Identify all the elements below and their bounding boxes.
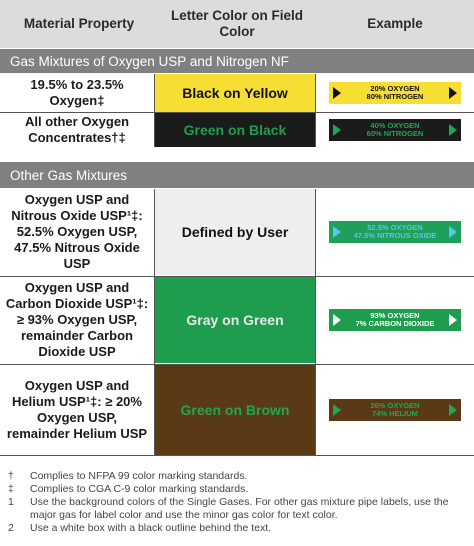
row-1-letter-color: Black on Yellow (155, 74, 315, 112)
footnote-text: Complies to CGA C-9 color marking standards. (30, 483, 249, 495)
section-oxygen-nitrogen: Gas Mixtures of Oxygen USP and Nitrogen NF (0, 49, 474, 73)
column-divider (315, 74, 316, 147)
row-2-letter-color: Green on Black (155, 113, 315, 147)
footnote-mark: ‡ (8, 483, 14, 495)
footnote-mark: 1 (8, 496, 14, 508)
footnote-text: Use the background colors of the Single Gases. For other gas mixture pipe labels, use the major gas for label color and use the minor gas color for text color. (30, 496, 449, 521)
column-divider (154, 189, 155, 455)
arrow-right-icon (333, 226, 341, 238)
divider (0, 455, 474, 456)
pipe-label-oxygen-carbon-dioxide (329, 309, 461, 331)
footnote (8, 470, 470, 483)
row-4-property: Oxygen USP and Carbon Dioxide USP¹‡: ≥ 93% Oxygen USP, remainder Carbon Dioxide USP (5, 280, 149, 359)
row-3-example (316, 189, 474, 275)
pipe-label-line-2: 60% NITROGEN (366, 129, 424, 138)
pipe-label-line-2: 74% HELIUM (372, 409, 418, 418)
footnote-text: Complies to NFPA 99 color marking standards. (30, 470, 248, 482)
pipe-label-line-1: 93% OXYGEN (370, 311, 420, 320)
row-5-property: Oxygen USP and Helium USP¹‡: ≥ 20% Oxygen USP, remainder Helium USP (6, 378, 148, 441)
pipe-label-line-2: 80% NITROGEN (366, 92, 424, 101)
pipe-label-oxygen-nitrogen-40 (329, 119, 461, 141)
arrow-right-icon (333, 404, 341, 416)
footnotes (8, 470, 470, 535)
table-header (0, 0, 474, 48)
row-2-example (316, 113, 474, 147)
header-letter-color: Letter Color on Field Color (170, 8, 303, 39)
row-5-example (316, 365, 474, 455)
row-4-letter-color: Gray on Green (155, 277, 315, 363)
row-2-property: All other Oxygen Concentrates†‡ (24, 114, 130, 145)
arrow-right-icon (449, 124, 457, 136)
arrow-right-icon (333, 124, 341, 136)
column-divider (315, 189, 316, 455)
pipe-label-line-1: 52.5% OXYGEN (367, 223, 423, 232)
pipe-label-line-1: 20% OXYGEN (370, 84, 420, 93)
pipe-label-oxygen-nitrogen-20 (329, 82, 461, 104)
footnote (8, 522, 470, 535)
pipe-label-oxygen-helium (329, 399, 461, 421)
footnote-mark: † (8, 470, 14, 482)
row-1-property: 19.5% to 23.5% Oxygen‡ (30, 77, 124, 108)
arrow-right-icon (333, 87, 341, 99)
footnote (8, 496, 470, 522)
arrow-right-icon (333, 314, 341, 326)
row-3-letter-color: Defined by User (155, 189, 315, 275)
pipe-label-line-1: 40% OXYGEN (370, 121, 420, 130)
pipe-label-line-2: 7% CARBON DIOXIDE (355, 319, 435, 328)
row-1-example (316, 74, 474, 112)
pipe-label-oxygen-nitrous-oxide (329, 221, 461, 243)
row-5-letter-color: Green on Brown (155, 365, 315, 455)
pipe-label-line-2: 47.5% NITROUS OXIDE (353, 231, 437, 240)
arrow-right-icon (449, 314, 457, 326)
section-other-gas-mixtures: Other Gas Mixtures (0, 162, 474, 188)
row-3-property: Oxygen USP and Nitrous Oxide USP¹‡: 52.5% Oxygen USP, 47.5% Nitrous Oxide USP (11, 192, 143, 271)
footnote-text: Use a white box with a black outline behind the text. (30, 522, 272, 534)
footnote (8, 483, 470, 496)
arrow-right-icon (449, 87, 457, 99)
pipe-label-line-1: 26% OXYGEN (370, 401, 420, 410)
arrow-right-icon (449, 226, 457, 238)
footnote-mark: 2 (8, 522, 14, 534)
arrow-right-icon (449, 404, 457, 416)
column-divider (154, 74, 155, 147)
row-4-example (316, 277, 474, 363)
header-example: Example (367, 16, 423, 31)
header-material-property: Material Property (23, 16, 135, 31)
